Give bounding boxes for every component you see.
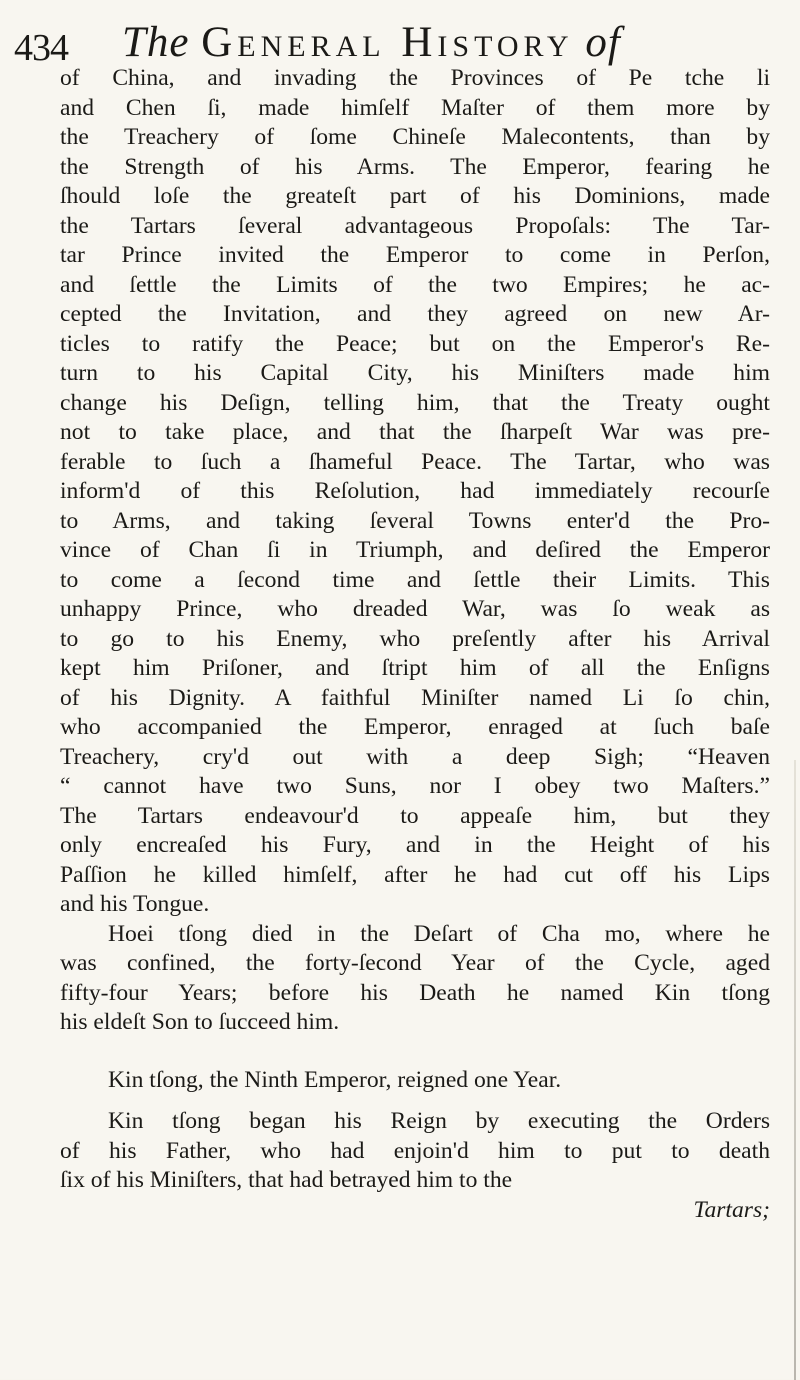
paragraph-2 bbox=[60, 920, 770, 1038]
text-line: ticles to ratify the Peace; but on the Emperor's Re- bbox=[60, 330, 770, 357]
text-line: was confined, the forty-ſecond Year of the Cycle, aged bbox=[60, 950, 770, 976]
text-line: the Treachery of ſome Chineſe Malecontents, than by bbox=[60, 124, 770, 150]
text-line: Hoei tſong died in the Deſart of Cha mo, where he bbox=[108, 920, 770, 947]
page-number: 434 bbox=[14, 27, 68, 69]
text-line: of his Dignity. A faithful Miniſter named Li ſo chin, bbox=[60, 684, 770, 711]
text-line: ferable to ſuch a ſhameful Peace. The Tartar, who was bbox=[60, 448, 770, 475]
text-line: his eldeſt Son to ſucceed him. bbox=[60, 1009, 340, 1035]
text-line: of his Father, who had enjoin'd him to put to death bbox=[60, 1137, 770, 1164]
text-line: ſhould loſe the greateſt part of his Dominions, made bbox=[60, 183, 770, 209]
text-line: and Chen ſi, made himſelf Maſter of them more by bbox=[60, 94, 770, 121]
text-line: to go to his Enemy, who preſently after his Arrival bbox=[60, 625, 770, 652]
text-line: to Arms, and taking ſeveral Towns enter'd the Pro- bbox=[60, 507, 770, 534]
catchword: Tartars; bbox=[693, 1196, 770, 1223]
text-line: Kin tſong began his Reign by executing the Orders bbox=[108, 1108, 770, 1134]
section-heading: Kin tſong, the Ninth Emperor, reigned one Year. bbox=[108, 1066, 562, 1093]
text-line: cepted the Invitation, and they agreed on new Ar- bbox=[60, 301, 770, 327]
text-line: tar Prince invited the Emperor to come in Perſon, bbox=[60, 242, 770, 268]
text-line: “ cannot have two Suns, nor I obey two Maſters.” bbox=[60, 773, 770, 799]
text-line: turn to his Capital City, his Miniſters made him bbox=[60, 360, 770, 386]
body-text bbox=[60, 64, 770, 1225]
running-title-of: of bbox=[585, 19, 621, 66]
running-title-main: General History bbox=[201, 19, 574, 66]
text-line: Treachery, cry'd out with a deep Sigh; “Heaven bbox=[60, 743, 770, 770]
text-line: fifty-four Years; before his Death he named Kin tſong bbox=[60, 979, 770, 1006]
text-line: Paſſion he killed himſelf, after he had cut off his Lips bbox=[60, 861, 770, 888]
text-line: who accompanied the Emperor, enraged at ſuch baſe bbox=[60, 714, 770, 740]
text-line: and his Tongue. bbox=[60, 891, 210, 917]
text-line: kept him Priſoner, and ſtript him of all the Enſigns bbox=[60, 655, 770, 681]
text-line: inform'd of this Reſolution, had immediately recourſe bbox=[60, 478, 770, 504]
text-line: The Tartars endeavour'd to appeaſe him, but they bbox=[60, 802, 770, 829]
running-title-the: The bbox=[122, 19, 190, 66]
text-line: only encreaſed his Fury, and in the Height of his bbox=[60, 832, 770, 858]
text-line: of China, and invading the Provinces of Pe tche li bbox=[60, 65, 770, 91]
text-line: ſix of his Miniſters, that had betrayed him to the bbox=[60, 1167, 513, 1193]
paragraph-3 bbox=[60, 1107, 770, 1196]
text-line: unhappy Prince, who dreaded War, was ſo weak as bbox=[60, 596, 770, 622]
paragraph-1 bbox=[60, 64, 770, 920]
text-line: change his Deſign, telling him, that the Treaty ought bbox=[60, 389, 770, 416]
text-line: the Strength of his Arms. The Emperor, fearing he bbox=[60, 153, 770, 180]
text-line: not to take place, and that the ſharpeſt War was pre- bbox=[60, 419, 770, 445]
text-line: vince of Chan ſi in Triumph, and deſired the Emperor bbox=[60, 537, 770, 563]
running-title bbox=[122, 18, 621, 67]
text-line: to come a ſecond time and ſettle their Limits. This bbox=[60, 566, 770, 593]
text-line: the Tartars ſeveral advantageous Propoſals: The Tar- bbox=[60, 212, 770, 239]
page-edge-shadow bbox=[794, 760, 796, 1380]
text-line: and ſettle the Limits of the two Empires; he ac- bbox=[60, 271, 770, 298]
running-header bbox=[0, 10, 800, 70]
spacer bbox=[60, 1095, 770, 1107]
